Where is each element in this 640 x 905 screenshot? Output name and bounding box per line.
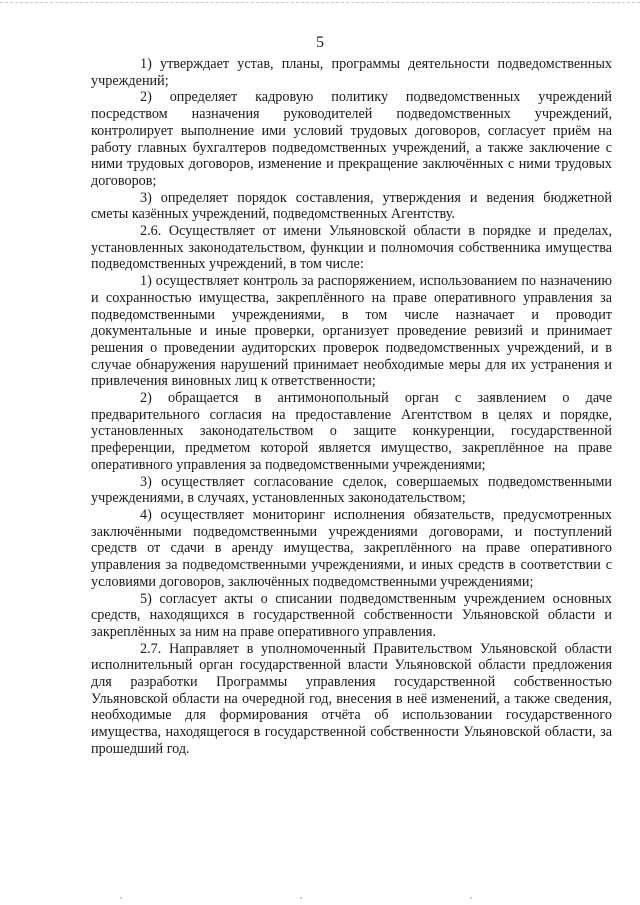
paragraph-section-2-6: 2.6. Осуществляет от имени Ульяновской области в порядке и пределах, установленных законодательством, функции и полномочия собственника имущества подведомственных учреждений, в том числе: [91,223,612,273]
page-number: 5 [316,34,324,51]
paragraph-2-6-item-3-transactions: 3) осуществляет согласование сделок, совершаемых подведомственными учреждениями, в случаях, установленных законодательством; [91,473,612,507]
scan-top-edge [0,2,640,9]
paragraph-section-2-7: 2.7. Направляет в уполномоченный Правительством Ульяновской области исполнительный орган государственной власти Ульяновской области предложения для разработки Программы управления государственной собственностью Ульяновской области на очередной год, внесения в неё изменений, а также сведения, необходимые для формирования отчёта об использовании государственного имущества, находящегося в государственной собственности Ульяновской области, за прошедший год. [91,640,612,757]
paragraph-2-6-item-4-monitoring: 4) осуществляет мониторинг исполнения обязательств, предусмотренных заключёнными подведомственными учреждениями договорами, и поступлений средств от сдачи в аренду имущества, закреплённого на праве оперативного управления за подведомственными учреждениями, и иных средств в соответствии с условиями договоров, заключённых подведомственными учреждениями; [91,506,612,590]
paragraph-item-3-budget-estimate: 3) определяет порядок составления, утверждения и ведения бюджетной сметы казённых учреждений, подведомственных Агентству. [91,189,612,223]
paragraph-item-2-personnel-policy: 2) определяет кадровую политику подведомственных учреждений посредством назначения руководителей подведомственных учреждений, контролирует выполнение ими условий трудовых договоров, согласует приём на работу главных бухгалтеров подведомственных учреждений, а также заключение с ними трудовых договоров, изменение и прекращение заключённых с ними трудовых договоров; [91,89,612,189]
document-body [91,56,612,758]
scan-bottom-marks [0,885,640,905]
paragraph-2-6-item-2-antimonopoly: 2) обращается в антимонопольный орган с заявлением о даче предварительного согласия на предоставление Агентством в целях и порядке, установленных законодательством о защите конкуренции, государственной преференции, предметом которой является имущество, закреплённое на праве оперативного управления за подведомственными учреждениями; [91,390,612,473]
paragraph-2-6-item-1-control: 1) осуществляет контроль за распоряжением, использованием по назначению и сохранностью имущества, закреплённого на праве оперативного управления за подведомственными учреждениями, в том числе назначает и проводит документальные и иные проверки, организует проведение ревизий и принимает решения о проведении аудиторских проверок подведомственных учреждений, и в случае обнаружения нарушений принимает необходимые меры для их устранения и привлечения виновных лиц к ответственности; [91,273,612,390]
paragraph-item-1-charter: 1) утверждает устав, планы, программы деятельности подведомственных учреждений; [91,56,612,89]
paragraph-2-6-item-5-write-off: 5) согласует акты о списании подведомственным учреждением основных средств, находящихся в государственной собственности Ульяновской области и закреплённых за ним на праве оперативного управления. [91,590,612,640]
